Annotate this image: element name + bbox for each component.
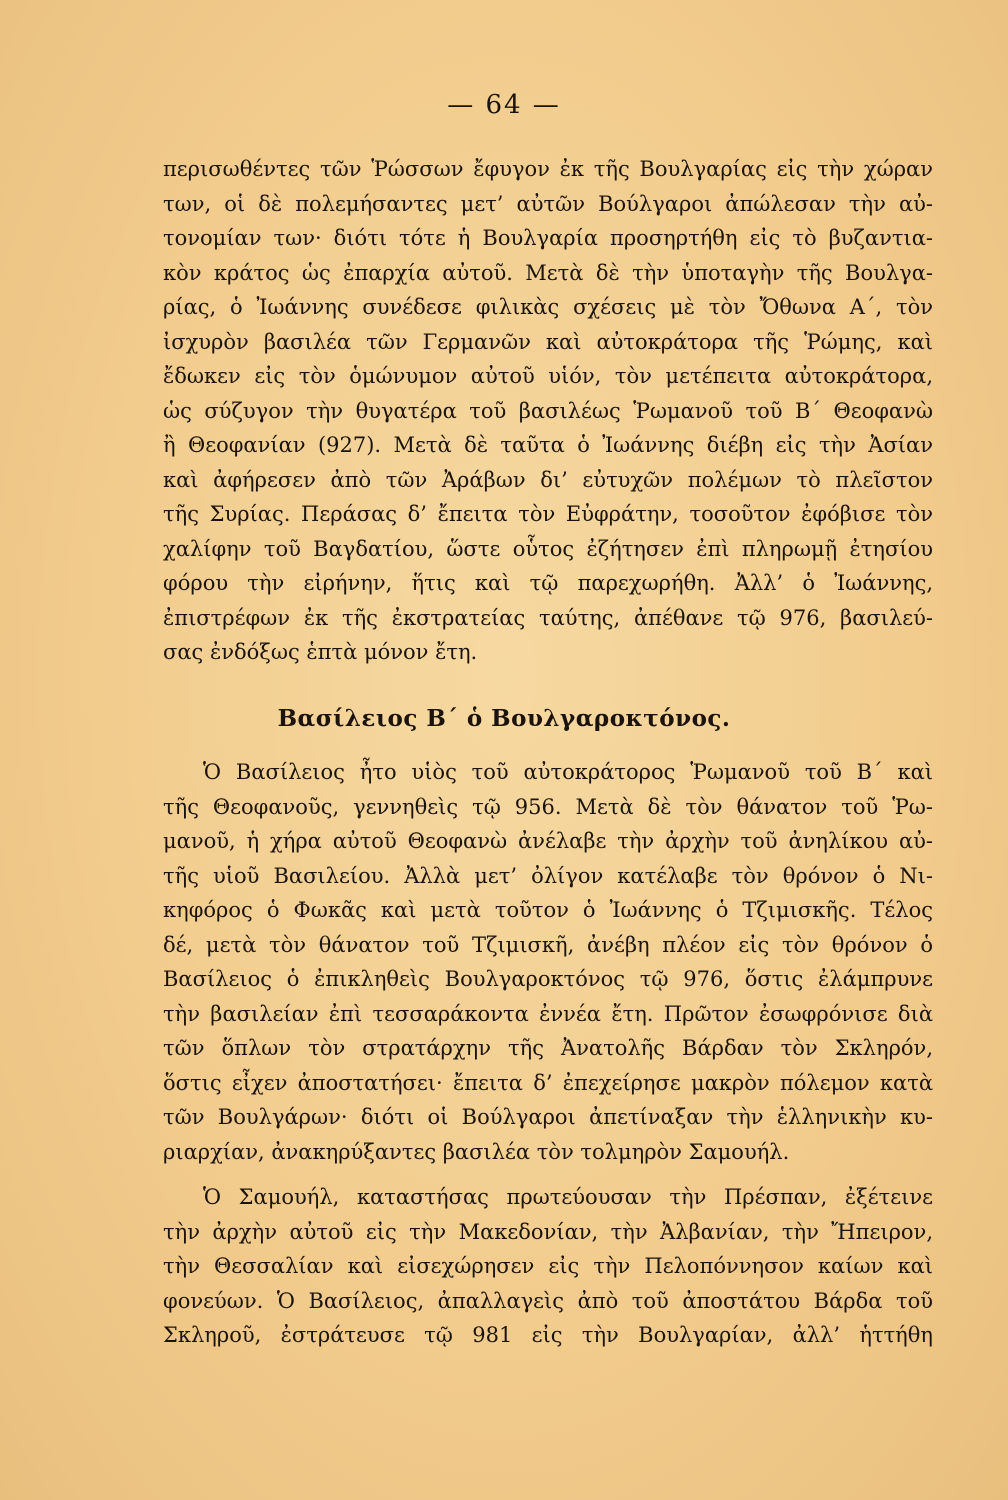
text-line: τῆς Συρίας. Περάσας δ’ ἔπειτα τὸν Εὐφράτην, τοσοῦτον ἐφόβισε τὸν [163,502,933,526]
text-line: ρίας, ὁ Ἰωάννης συνέδεσε φιλικὰς σχέσεις μὲ τὸν Ὄθωνα Α΄, τὸν [163,295,933,319]
text-line: τῆς υἱοῦ Βασιλείου. Ἀλλὰ μετ’ ὀλίγον κατέλαβε τὸν θρόνον ὁ Νι- [163,863,933,888]
text-line: τῶν Βουλγάρων· διότι οἱ Βούλγαροι ἀπετίναξαν τὴν ἑλληνικὴν κυ- [163,1105,933,1129]
text-line: κηφόρος ὁ Φωκᾶς καὶ μετὰ τοῦτον ὁ Ἰωάννης ὁ Τζιμισκῆς. Τέλος [163,898,933,922]
text-line: ἢ Θεοφανίαν (927). Μετὰ δὲ ταῦτα ὁ Ἰωάννης διέβη εἰς τὴν Ἀσίαν [163,433,933,457]
page-number: — 64 — [447,90,561,120]
text-line: τὴν ἀρχὴν αὐτοῦ εἰς τὴν Μακεδονίαν, τὴν Ἀλβανίαν, τὴν Ἤπειρον, [163,1219,933,1244]
text-line: τῶν ὅπλων τὸν στρατάρχην τῆς Ἀνατολῆς Βάρδαν τὸν Σκληρόν, [163,1036,933,1060]
section-heading: Βασίλειος Β΄ ὁ Βουλγαροκτόνος. [277,705,731,732]
paragraph-1 [163,152,933,670]
text-line: τονομίαν των· διότι τότε ἡ Βουλγαρία προσηρτήθη εἰς τὸ βυζαντια- [163,226,933,250]
text-line: φονεύων. Ὁ Βασίλειος, ἀπαλλαγεὶς ἀπὸ τοῦ ἀποστάτου Βάρδα τοῦ [163,1288,933,1313]
text-line: ἔδωκεν εἰς τὸν ὁμώνυμον αὐτοῦ υἱόν, τὸν μετέπειτα αὐτοκράτορα, [163,364,933,388]
paragraph-2 [163,755,933,1169]
text-line: καὶ ἀφήρεσεν ἀπὸ τῶν Ἀράβων δι’ εὐτυχῶν πολέμων τὸ πλεῖστον [163,467,933,492]
text-line: των, οἱ δὲ πολεμήσαντες μετ’ αὐτῶν Βούλγαροι ἀπώλεσαν τὴν αὐ- [163,191,933,216]
text-line: τὴν βασιλείαν ἐπὶ τεσσαράκοντα ἐννέα ἔτη. Πρῶτον ἐσωφρόνισε διὰ [163,1001,933,1026]
paragraph-3 [163,1180,933,1353]
text-line: τὴν Θεσσαλίαν καὶ εἰσεχώρησεν εἰς τὴν Πελοπόννησον καίων καὶ [163,1254,933,1278]
text-line: ἐπιστρέφων ἐκ τῆς ἐκστρατείας ταύτης, ἀπέθανε τῷ 976, βασιλεύ- [163,605,933,630]
text-line: φόρου τὴν εἰρήνην, ἥτις καὶ τῷ παρεχωρήθη. Ἀλλ’ ὁ Ἰωάννης, [163,571,933,595]
text-line: περισωθέντες τῶν Ῥώσσων ἔφυγον ἐκ τῆς Βουλγαρίας εἰς τὴν χώραν [163,157,933,181]
text-line: ὅστις εἶχεν ἀποστατήσει· ἔπειτα δ’ ἐπεχείρησε μακρὸν πόλεμον κατὰ [163,1070,933,1095]
text-line: χαλίφην τοῦ Βαγδατίου, ὥστε οὗτος ἐζήτησεν ἐπὶ πληρωμῇ ἐτησίου [163,536,933,561]
text-line: Βασίλειος ὁ ἐπικληθεὶς Βουλγαροκτόνος τῷ 976, ὅστις ἐλάμπρυνε [163,967,933,991]
text-line: σας ἐνδόξως ἑπτὰ μόνον ἔτη. [163,640,478,664]
text-line: κὸν κράτος ὡς ἐπαρχία αὐτοῦ. Μετὰ δὲ τὴν ὑποταγὴν τῆς Βουλγα- [163,260,933,285]
text-line: τῆς Θεοφανοῦς, γεννηθεὶς τῷ 956. Μετὰ δὲ τὸν θάνατον τοῦ Ῥω- [163,794,933,819]
text-line: ἰσχυρὸν βασιλέα τῶν Γερμανῶν καὶ αὐτοκράτορα τῆς Ῥώμης, καὶ [163,329,933,354]
text-line: Ὁ Βασίλειος ἦτο υἱὸς τοῦ αὐτοκράτορος Ῥωμανοῦ τοῦ Β΄ καὶ [203,760,933,784]
text-line: δέ, μετὰ τὸν θάνατον τοῦ Τζιμισκῆ, ἀνέβη πλέον εἰς τὸν θρόνον ὁ [163,932,933,957]
text-line: ὡς σύζυγον τὴν θυγατέρα τοῦ βασιλέως Ῥωμανοῦ τοῦ Β΄ Θεοφανὼ [163,398,933,423]
text-line: μανοῦ, ἡ χήρα αὐτοῦ Θεοφανὼ ἀνέλαβε τὴν ἀρχὴν τοῦ ἀνηλίκου αὐ- [163,829,933,853]
text-line: Ὁ Σαμουήλ, καταστήσας πρωτεύουσαν τὴν Πρέσπαν, ἐξέτεινε [203,1185,933,1209]
text-line: ριαρχίαν, ἀνακηρύξαντες βασιλέα τὸν τολμηρὸν Σαμουήλ. [163,1139,790,1164]
text-line: Σκληροῦ, ἐστράτευσε τῷ 981 εἰς τὴν Βουλγαρίαν, ἀλλ’ ἡττήθη [163,1323,933,1347]
